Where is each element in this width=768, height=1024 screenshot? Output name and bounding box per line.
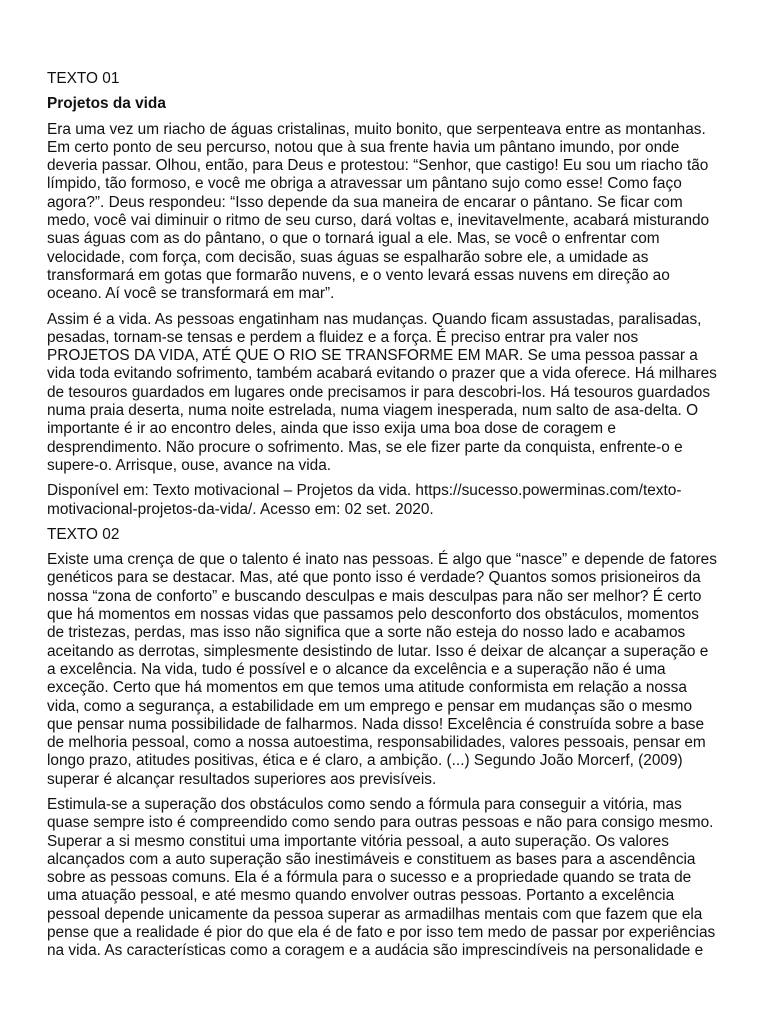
texto-01-label: TEXTO 01 (47, 70, 120, 87)
texto-01-title: Projetos da vida (47, 95, 166, 113)
texto-02-label: TEXTO 02 (47, 525, 120, 543)
document-page (47, 70, 717, 986)
texto-01-paragraph: Assim é a vida. As pessoas engatinham nas mudanças. Quando ficam assustadas, paralisadas, pesadas, tornam-se tensas e perdem a fluidez e a força. É preciso entrar pra valer nos PROJETOS DA VIDA, ATÉ QUE O RIO SE TRANSFORME EM MAR. Se uma pessoa passar a vida toda evitando sofrimento, também acabará evitando o prazer que a vida oferece. Há milhares de tesouros guardados em lugares onde precisamos ir para descobri-los. Há tesouros guardados numa praia deserta, numa noite estrelada, numa viagem inesperada, num salto de asa-delta. O importante é ir ao encontro deles, ainda que isso exija uma boa dose de coragem e desprendimento. Não procure o sofrimento. Mas, se ele fizer parte da conquista, enfrente-o e supere-o. Arrisque, ouse, avance na vida. (47, 310, 717, 474)
texto-02-paragraph: Existe uma crença de que o talento é inato nas pessoas. É algo que “nasce” e depende de fatores genéticos para se destacar. Mas, até que ponto isso é verdade? Quantos somos prisioneiros da nossa “zona de conforto” e buscando desculpas e mais desculpas para não ser melhor? É certo que há momentos em nossas vidas que passamos pelo desconforto dos obstáculos, momentos de tristezas, perdas, mas isso não significa que a sorte não esteja do nosso lado e acabamos aceitando as derrotas, simplesmente desistindo de lutar. Isso é deixar de alcançar a superação e a excelência. Na vida, tudo é possível e o alcance da excelência e a superação não é uma exceção. Certo que há momentos em que temos uma atitude conformista em relação a nossa vida, como a segurança, a estabilidade em um emprego e pensar em mudanças são o mesmo que pensar numa possibilidade de falharmos. Nada disso! Excelência é construída sobre a base de melhoria pessoal, como a nossa autoestima, responsabilidades, valores pessoais, pensar em longo prazo, atitudes positivas, ética e é claro, a ambição. (...) Segundo João Morcerf, (2009) superar é alcançar resultados superiores aos previsíveis. (47, 551, 717, 788)
texto-02-paragraph: Estimula-se a superação dos obstáculos como sendo a fórmula para conseguir a vitória, mas quase sempre isto é compreendido como sendo para outras pessoas e não para consigo mesmo. Superar a si mesmo constitui uma importante vitória pessoal, a auto superação. Os valores alcançados com a auto superação são inestimáveis e constituem as bases para a ascendência sobre as pessoas comuns. Ela é a fórmula para o sucesso e a propriedade quando se trata de uma atuação pessoal, e até mesmo quando envolver outras pessoas. Portanto a excelência pessoal depende unicamente da pessoa superar as armadilhas mentais com que fazem que ela pense que a realidade é pior do que ela é de fato e por isso tem medo de passar por experiências na vida. As características como a coragem e a audácia são imprescindíveis na personalidade e (47, 795, 716, 960)
texto-01-paragraph: Era uma vez um riacho de águas cristalinas, muito bonito, que serpenteava entre as montanhas. Em certo ponto de seu percurso, notou que à sua frente havia um pântano imundo, por onde deveria passar. Olhou, então, para Deus e protestou: “Senhor, que castigo! Eu sou um riacho tão límpido, tão formoso, e você me obriga a atravessar um pântano sujo como esse! Como faço agora?”. Deus respondeu: “Isso depende da sua maneira de encarar o pântano. Se ficar com medo, você vai diminuir o ritmo de seu curso, dará voltas e, inevitavelmente, acabará misturando suas águas com as do pântano, o que o tornará igual a ele. Mas, se você o enfrentar com velocidade, com força, com decisão, suas águas se espalharão sobre ele, a umidade as transformará em gotas que formarão nuvens, e o vento levará essas nuvens em direção ao oceano. Aí você se transformará em mar”. (47, 120, 710, 303)
texto-01-source: Disponível em: Texto motivacional – Projetos da vida. https://sucesso.powerminas.com/texto-motivacional-projetos-da-vida/. Acesso em: 02 set. 2020. (47, 482, 682, 518)
